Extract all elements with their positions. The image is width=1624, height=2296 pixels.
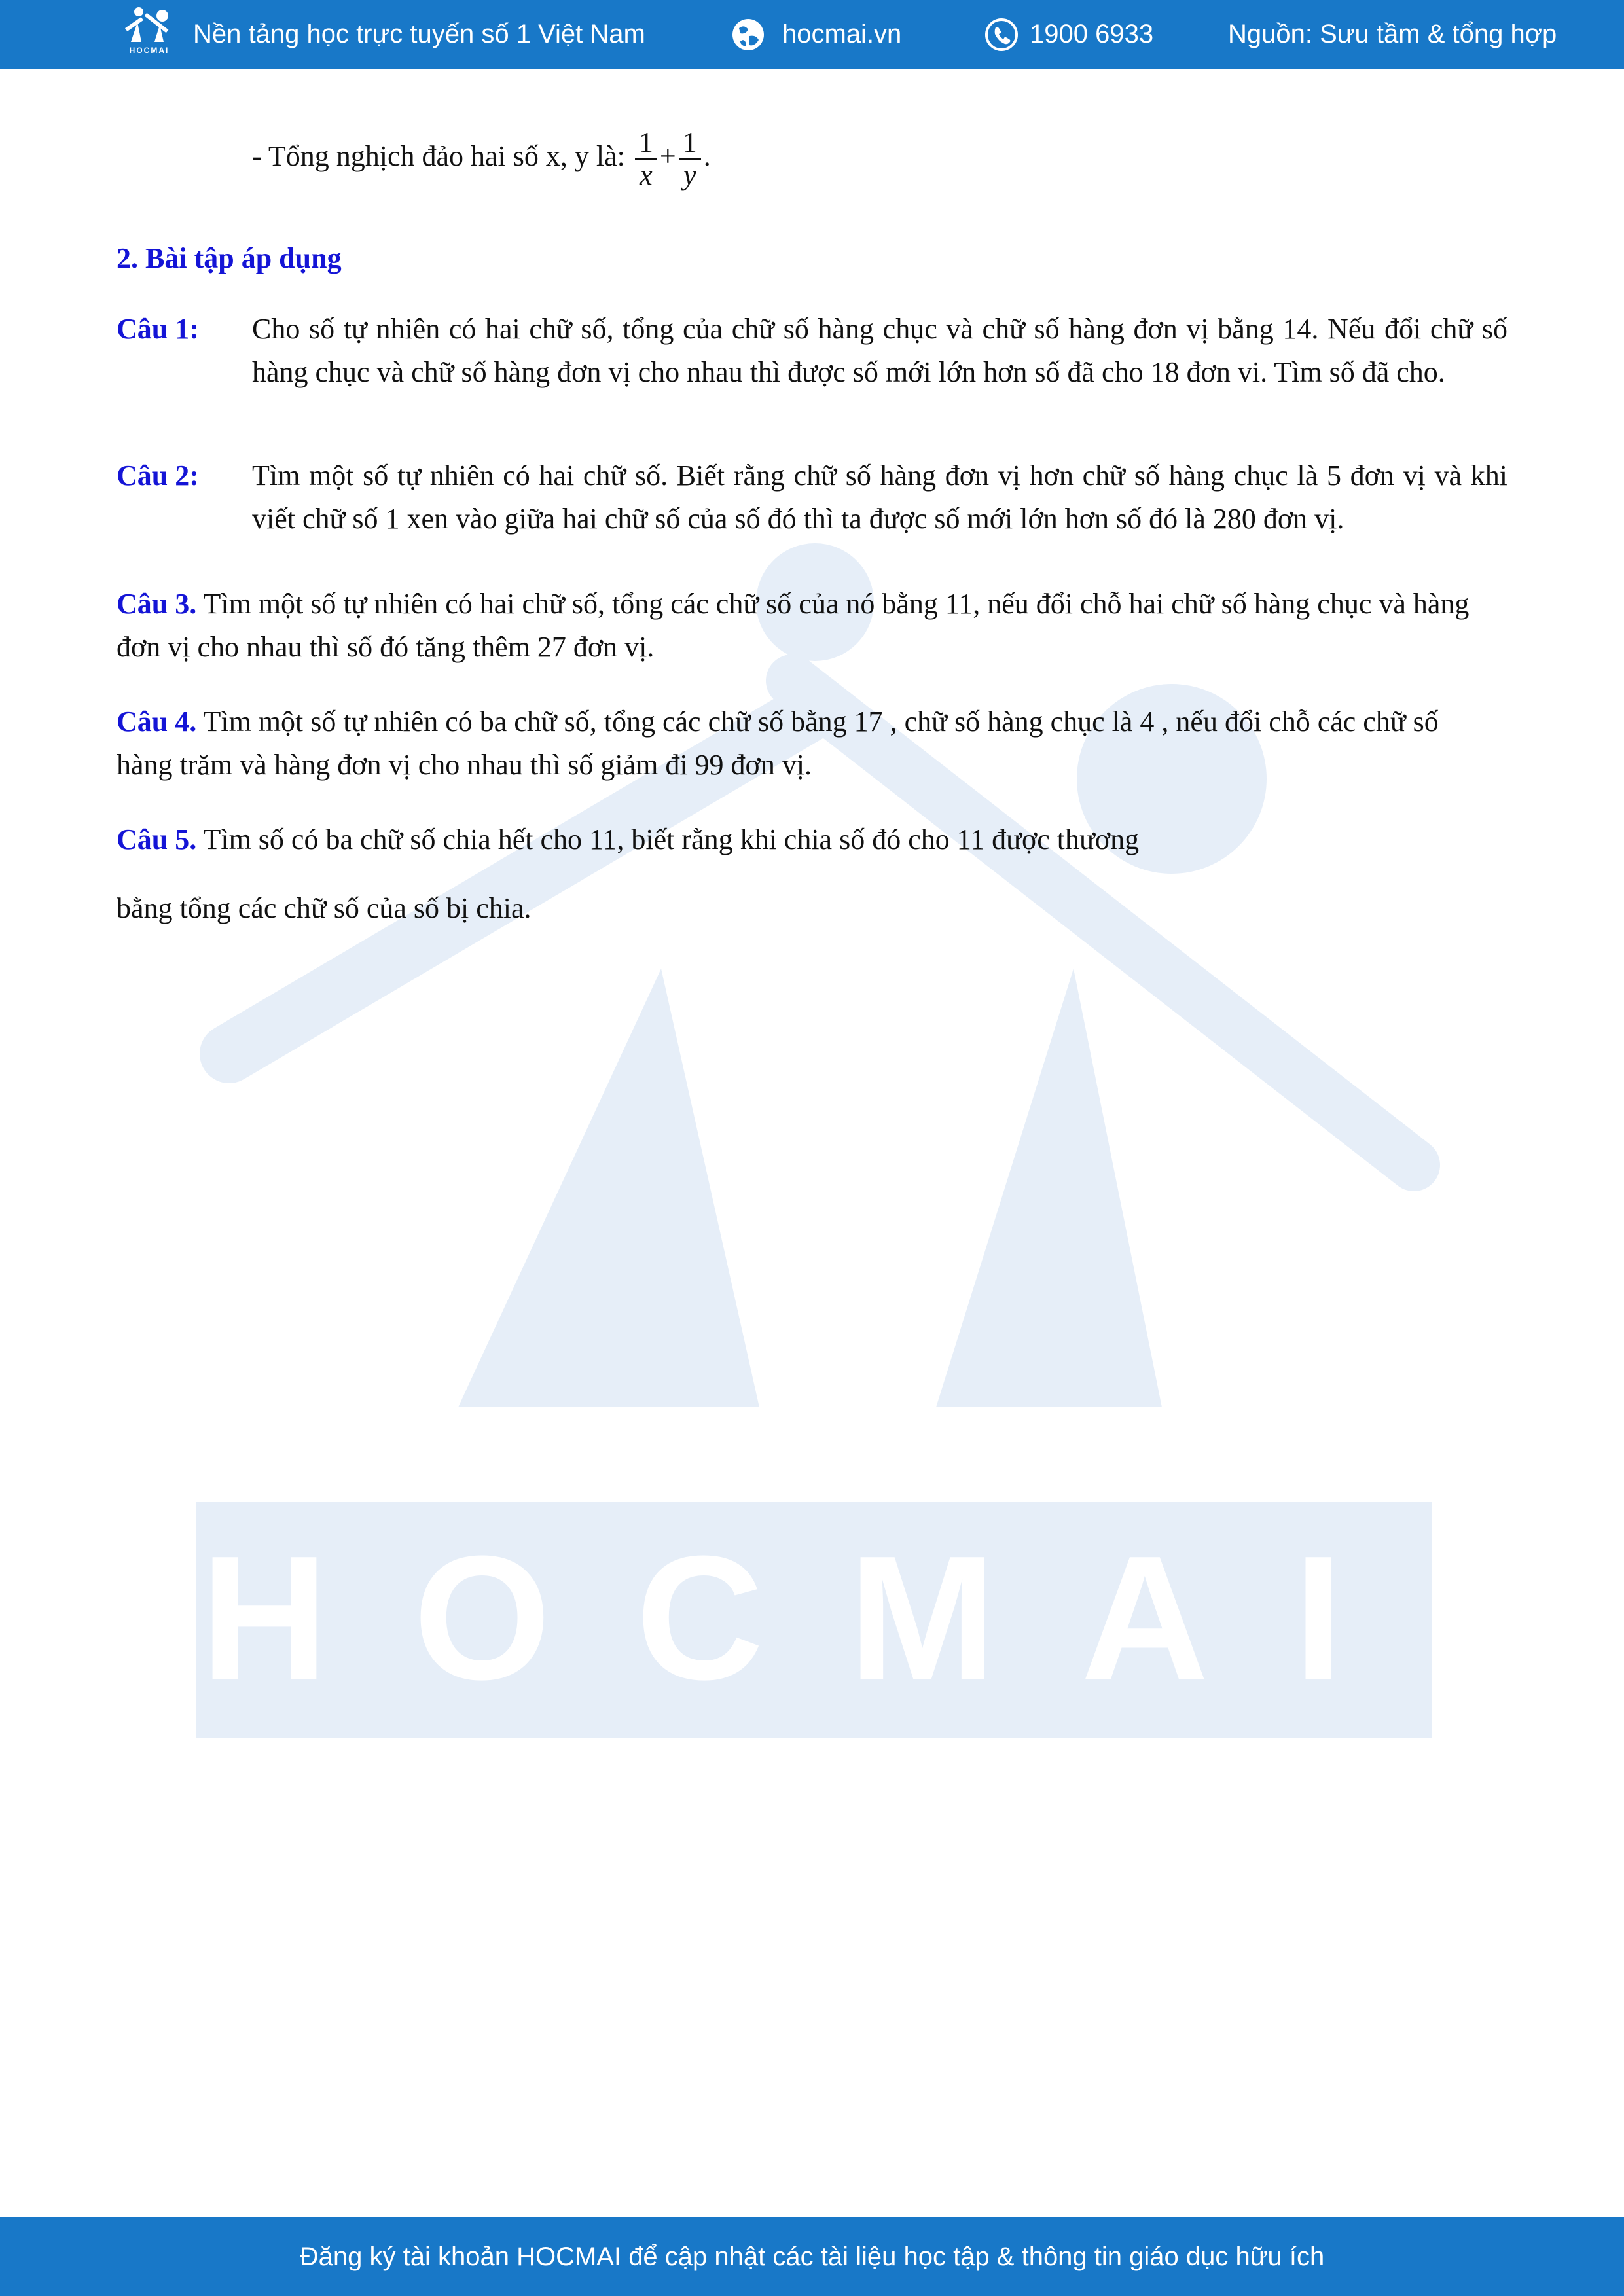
footer-bar[interactable] [0, 2217, 1624, 2296]
section-title: 2. Bài tập áp dụng [117, 242, 342, 274]
reciprocal-line [252, 127, 711, 191]
footer-text[interactable]: Đăng ký tài khoản HOCMAI để cập nhật các tài liệu học tập & thông tin giáo dục hữu ích [299, 2242, 1325, 2271]
header-slogan: Nền tảng học trực tuyến số 1 Việt Nam [193, 20, 645, 48]
reciprocal-prefix: - Tổng nghịch đảo hai số x, y là: [252, 140, 625, 173]
phone-text[interactable]: 1900 6933 [1030, 20, 1154, 48]
question-1 [117, 308, 1507, 439]
website-text[interactable]: hocmai.vn [782, 20, 902, 48]
question-text: Tìm một số tự nhiên có hai chữ số, tổng các chữ số của nó bằng 11, nếu đổi chỗ hai chữ số hàng chục và hàng đơn vị cho nhau thì số đó tăng thêm 27 đơn vị. [117, 588, 1470, 663]
question-4 [117, 700, 1491, 787]
logo-text: HOCMAI [129, 46, 170, 55]
fraction-numerator: 1 [635, 127, 657, 160]
plus-sign: + [659, 140, 676, 173]
question-3 [117, 583, 1491, 669]
question-text: Tìm một số tự nhiên có ba chữ số, tổng các chữ số bằng 17 , chữ số hàng chục là 4 , nếu đổi chỗ các chữ số hàng trăm và hàng đơn vị cho nhau thì số giảm đi 99 đơn vị. [117, 706, 1439, 781]
question-text: Tìm một số tự nhiên có hai chữ số. Biết rằng chữ số hàng đơn vị hơn chữ số hàng chục là 5 đơn vị và khi viết chữ số 1 xen vào giữa hai chữ số của số đó thì ta được số mới lớn hơn số đó là 280 đơn vị. [252, 459, 1507, 535]
fraction-numerator: 1 [679, 127, 701, 160]
fraction-denominator: x [640, 159, 653, 191]
reciprocal-suffix: . [703, 140, 711, 173]
watermark-text: HOCMAI [200, 1520, 1428, 1717]
question-label: Câu 1: [117, 313, 199, 345]
question-label: Câu 5. [117, 823, 197, 855]
question-2 [117, 454, 1507, 585]
header-source: Nguồn: Sưu tầm & tổng hợp [1228, 20, 1557, 48]
question-5-continuation: bằng tổng các chữ số của số bị chia. [117, 892, 532, 924]
fraction-1-over-x [635, 127, 657, 191]
fraction-1-over-y [679, 127, 701, 191]
question-label: Câu 4. [117, 706, 197, 738]
question-text: Cho số tự nhiên có hai chữ số, tổng của chữ số hàng chục và chữ số hàng đơn vị bằng 14. Nếu đổi chữ số hàng chục và chữ số hàng đơn vị cho nhau thì được số mới lớn hơn số đã cho 18 đơn vi. Tìm số đã cho. [252, 313, 1507, 388]
question-text: Tìm số có ba chữ số chia hết cho 11, biết rằng khi chia số đó cho 11 được thương [203, 823, 1140, 855]
question-label: Câu 2: [117, 459, 199, 492]
fraction-denominator: y [683, 159, 696, 191]
question-5 [117, 818, 1491, 861]
question-label: Câu 3. [117, 588, 197, 620]
